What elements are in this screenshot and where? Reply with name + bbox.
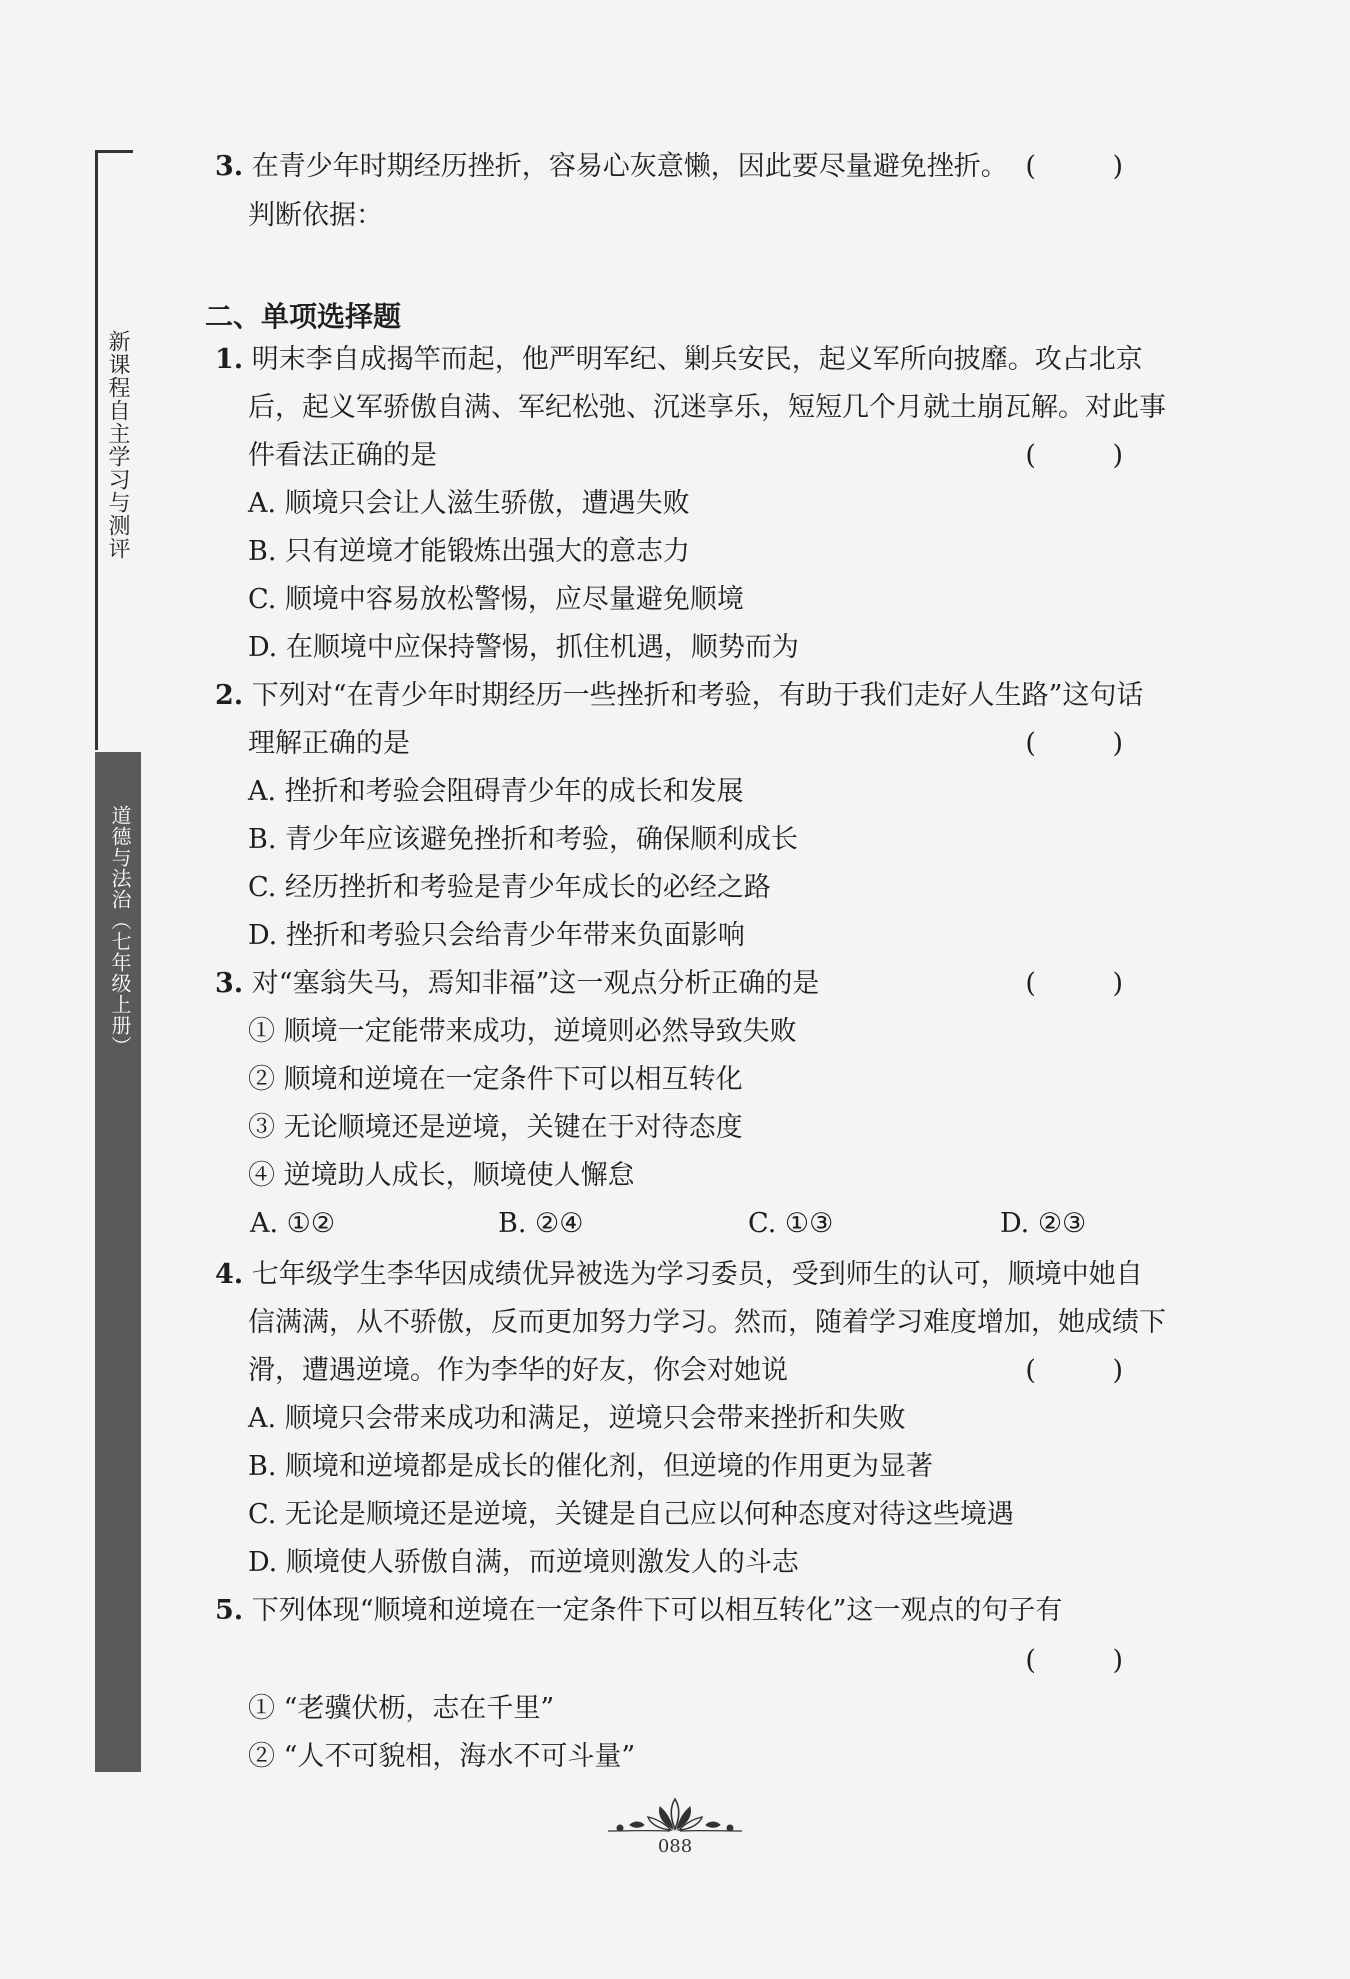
q4-option-c: C. 无论是顺境还是逆境，关键是自己应以何种态度对待这些境遇	[248, 1499, 1014, 1530]
judge-q3-basis: 判断依据：	[248, 200, 383, 231]
section-title: 二、单项选择题	[205, 300, 402, 333]
q4-line-2: 信满满，从不骄傲，反而更加努力学习。然而，随着学习难度增加，她成绩下	[248, 1307, 1166, 1338]
leaf-ornament-icon	[600, 1795, 750, 1835]
answer-paren: ( )	[1025, 1645, 1157, 1676]
q1-option-c: C. 顺境中容易放松警惕，应尽量避免顺境	[248, 584, 744, 615]
q5-item-1: ① “老骥伏枥，志在千里”	[248, 1693, 555, 1724]
q4-option-a: A. 顺境只会带来成功和满足，逆境只会带来挫折和失败	[248, 1403, 906, 1434]
q3-item-1: ① 顺境一定能带来成功，逆境则必然导致失败	[248, 1016, 797, 1047]
q2-option-b: B. 青少年应该避免挫折和考验，确保顺利成长	[248, 824, 799, 855]
q3-choice-b: B. ②④	[498, 1208, 584, 1239]
q4-line-3: 滑，遭遇逆境。作为李华的好友，你会对她说	[248, 1355, 788, 1386]
answer-paren: ( )	[1025, 968, 1157, 999]
q1-line-3: 件看法正确的是	[248, 440, 437, 471]
q3-choice-a: A. ①②	[250, 1208, 336, 1239]
q2-line-1: 2. 下列对“在青少年时期经历一些挫折和考验，有助于我们走好人生路”这句话	[215, 680, 1144, 711]
q1-line-1: 1. 明末李自成揭竿而起，他严明军纪、剿兵安民，起义军所向披靡。攻占北京	[215, 344, 1143, 375]
series-title: 新课程自主学习与测评	[105, 330, 130, 560]
q5-line-1: 5. 下列体现“顺境和逆境在一定条件下可以相互转化”这一观点的句子有	[215, 1595, 1063, 1626]
q4-option-d: D. 顺境使人骄傲自满，而逆境则激发人的斗志	[248, 1547, 799, 1578]
judge-q3: 3. 在青少年时期经历挫折，容易心灰意懒，因此要尽量避免挫折。	[215, 151, 1008, 182]
q3-item-4: ④ 逆境助人成长，顺境使人懈怠	[248, 1160, 635, 1191]
q3-choice-c: C. ①③	[748, 1208, 834, 1239]
q2-option-c: C. 经历挫折和考验是青少年成长的必经之路	[248, 872, 771, 903]
q4-line-1: 4. 七年级学生李华因成绩优异被选为学习委员，受到师生的认可，顺境中她自	[215, 1259, 1143, 1290]
q1-option-d: D. 在顺境中应保持警惕，抓住机遇，顺势而为	[248, 632, 799, 663]
answer-paren: ( )	[1025, 728, 1157, 759]
q3-item-2: ② 顺境和逆境在一定条件下可以相互转化	[248, 1064, 743, 1095]
q1-option-b: B. 只有逆境才能锻炼出强大的意志力	[248, 536, 691, 567]
q5-item-2: ② “人不可貌相，海水不可斗量”	[248, 1741, 636, 1772]
q1-line-2: 后，起义军骄傲自满、军纪松弛、沉迷享乐，短短几个月就土崩瓦解。对此事	[248, 392, 1166, 423]
q2-option-a: A. 挫折和考验会阻碍青少年的成长和发展	[248, 776, 744, 807]
answer-paren: ( )	[1025, 1355, 1157, 1386]
answer-paren: ( )	[1025, 440, 1157, 471]
page-number: 088	[657, 1836, 693, 1857]
q2-line-2: 理解正确的是	[248, 728, 410, 759]
answer-paren: ( )	[1025, 151, 1157, 182]
q4-option-b: B. 顺境和逆境都是成长的催化剂，但逆境的作用更为显著	[248, 1451, 934, 1482]
judge-q3-text: 在青少年时期经历挫折，容易心灰意懒，因此要尽量避免挫折。	[251, 151, 1008, 182]
q3-line-1: 3. 对“塞翁失马，焉知非福”这一观点分析正确的是	[215, 968, 820, 999]
q1-option-a: A. 顺境只会让人滋生骄傲，遭遇失败	[248, 488, 690, 519]
q2-option-d: D. 挫折和考验只会给青少年带来负面影响	[248, 920, 745, 951]
q3-item-3: ③ 无论顺境还是逆境，关键在于对待态度	[248, 1112, 743, 1143]
q3-choice-d: D. ②③	[1000, 1208, 1087, 1239]
subject-label: 道德与法治（七年级上册）	[108, 805, 132, 1057]
